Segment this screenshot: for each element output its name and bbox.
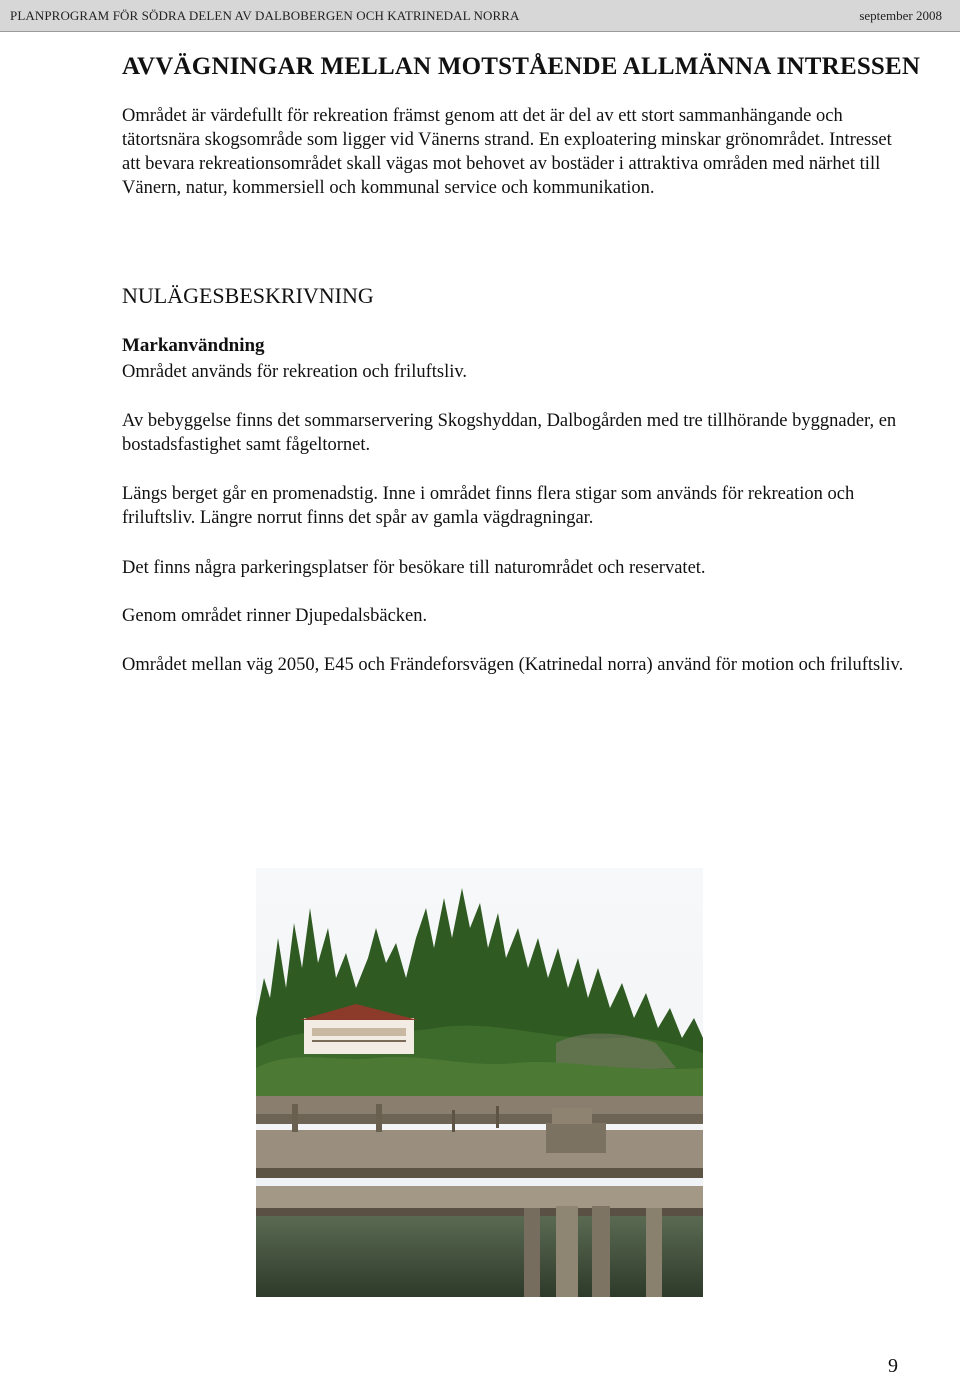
header-title: PLANPROGRAM FÖR SÖDRA DELEN AV DALBOBERGEN OCH KATRINEDAL NORRA — [10, 8, 520, 23]
paragraph-5: Genom området rinner Djupedalsbäcken. — [122, 606, 428, 626]
forest-pier-photo — [256, 868, 703, 1297]
header-date: september 2008 — [859, 8, 942, 23]
paragraph-3: Längs berget går en promenadstig. Inne i området finns flera stigar som används för rekreation och friluftsliv. Längre norrut finns det spår av gamla vägdragningar. — [122, 484, 855, 528]
page-header — [0, 0, 960, 32]
avvagningar-paragraph: Området är värdefullt för rekreation främst genom att det är del av ett stort sammanhängande och tätortsnära skogsområde som ligger vid Vänerns strand. En exploatering minskar grönområdet. Intresset att bevara rekreationsområdet skall vägas mot behovet av bostäder i attraktiva områden med närhet till Vänern, natur, kommersiell och kommunal service och kommunikation. — [122, 106, 892, 198]
section-heading-avvagningar: AVVÄGNINGAR MELLAN MOTSTÅENDE ALLMÄNNA INTRESSEN — [122, 53, 921, 80]
page-number: 9 — [888, 1355, 898, 1377]
paragraph-4: Det finns några parkeringsplatser för besökare till naturområdet och reservatet. — [122, 558, 706, 578]
section-heading-nulagesbeskrivning: NULÄGESBESKRIVNING — [122, 283, 374, 308]
paragraph-6: Området mellan väg 2050, E45 och Frändeforsvägen (Katrinedal norra) använd för motion och friluftsliv. — [122, 655, 904, 675]
paragraph-1: Området används för rekreation och friluftsliv. — [122, 362, 468, 382]
paragraph-2: Av bebyggelse finns det sommarservering Skogshyddan, Dalbogården med tre tillhörande byggnader, en bostadsfastighet samt fågeltornet. — [122, 411, 897, 455]
subheading-markanvandning: Markanvändning — [122, 335, 265, 356]
